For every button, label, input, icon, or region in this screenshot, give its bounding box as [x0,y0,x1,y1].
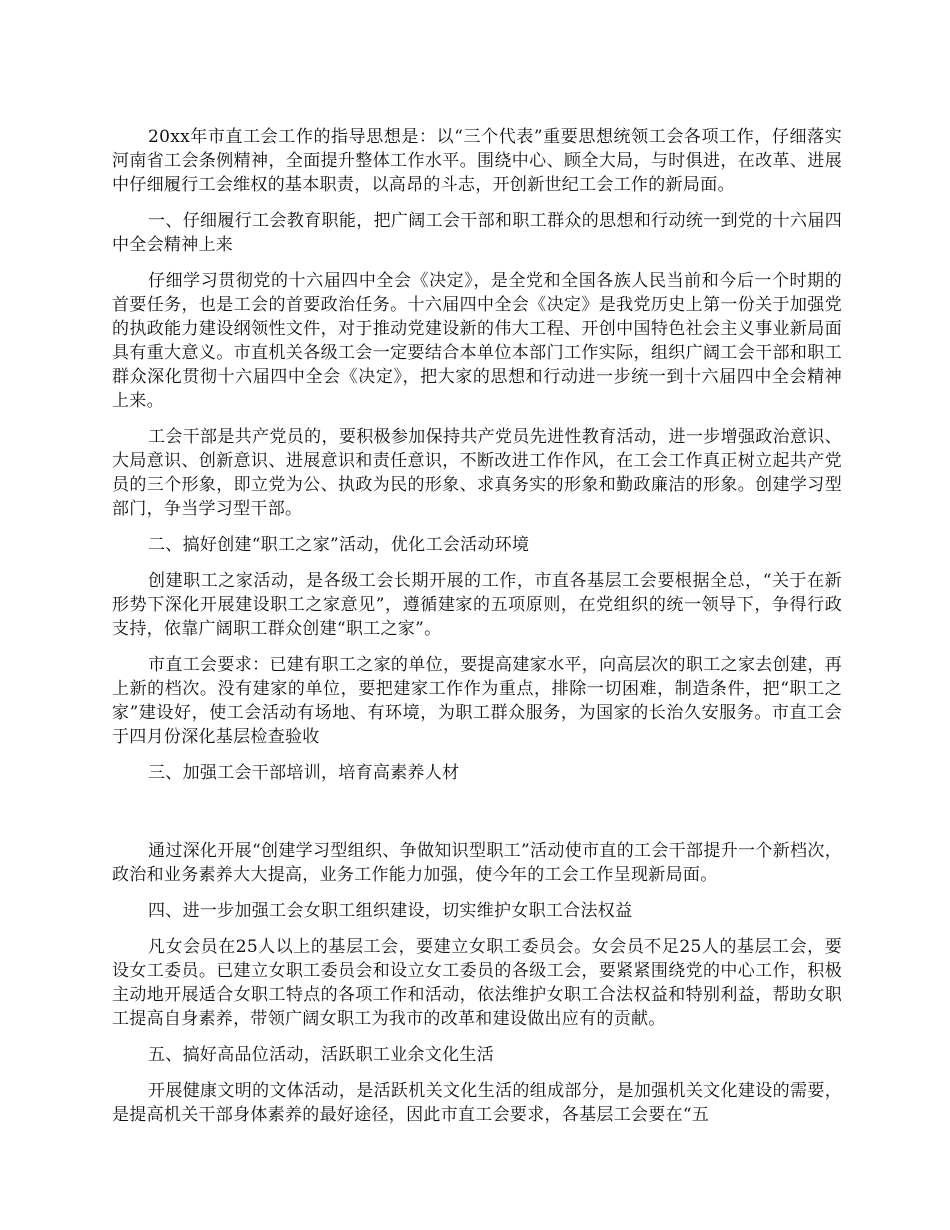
blank-spacer [112,797,842,839]
section-heading-2: 二、搞好创建“职工之家”活动，优化工会活动环境 [148,535,530,555]
intro-paragraph: 20xx年市直工会工作的指导思想是：以“三个代表”重要思想统领工会各项工作，仔细落实河南省工会条例精神，全面提升整体工作水平。围绕中心、顾全大局，与时俱进，在改革、进展中仔细履行工会维权的基本职责，以高昂的斗志，开创新世纪工会工作的新局面。 [112,127,842,195]
section-5-paragraph-1: 开展健康文明的文体活动，是活跃机关文化生活的组成部分，是加强机关文化建设的需要，是提高机关干部身体素养的最好途径，因此市直工会要求，各基层工会要在“五 [112,1081,842,1125]
section-1-paragraph-1: 仔细学习贯彻党的十六届四中全会《决定》，是全党和全国各族人民当前和今后一个时期的首要任务，也是工会的首要政治任务。十六届四中全会《决定》是我党历史上第一份关于加强党的执政能力建设纲领性文件，对于推动党建设新的伟大工程、开创中国特色社会主义事业新局面具有重大意义。市直机关各级工会一定要结合本单位本部门工作实际，组织广阔工会干部和职工群众深化贯彻十六届四中全会《决定》，把大家的思想和行动进一步统一到十六届四中全会精神上来。 [112,271,842,411]
document-body [112,125,842,1139]
section-2-paragraph-2: 市直工会要求：已建有职工之家的单位，要提高建家水平，向高层次的职工之家去创建，再上新的档次。没有建家的单位，要把建家工作作为重点，排除一切困难，制造条件，把“职工之家”建设好，使工会活动有场地、有环境，为职工群众服务，为国家的长治久安服务。市直工会于四月份深化基层检查验收 [112,655,842,747]
section-heading-5: 五、搞好高品位活动，活跃职工业余文化生活 [148,1045,494,1065]
section-2-paragraph-1: 创建职工之家活动，是各级工会长期开展的工作，市直各基层工会要根据全总，“关于在新形势下深化开展建设职工之家意见”，遵循建家的五项原则，在党组织的统一领导下，争得行政支持，依靠广阔职工群众创建“职工之家”。 [112,571,842,639]
section-heading-4: 四、进一步加强工会女职工组织建设，切实维护女职工合法权益 [148,901,633,921]
section-heading-3: 三、加强工会干部培训，培育高素养人材 [148,763,460,783]
section-4-paragraph-1: 凡女会员在25人以上的基层工会，要建立女职工委员会。女会员不足25人的基层工会，要设女工委员。已建立女职工委员会和设立女工委员的各级工会，要紧紧围绕党的中心工作，积极主动地开展适合女职工特点的各项工作和活动，依法维护女职工合法权益和特别利益，帮助女职工提高自身素养，带领广阔女职工为我市的改革和建设做出应有的贡献。 [112,937,842,1029]
section-heading-1: 一、仔细履行工会教育职能，把广阔工会干部和职工群众的思想和行动统一到党的十六届四中全会精神上来 [112,211,842,255]
section-1-paragraph-2: 工会干部是共产党员的，要积极参加保持共产党员先进性教育活动，进一步增强政治意识、大局意识、创新意识、进展意识和责任意识，不断改进工作作风，在工会工作真正树立起共产党员的三个形象，即立党为公、执政为民的形象、求真务实的形象和勤政廉洁的形象。创建学习型部门，争当学习型干部。 [112,427,842,519]
section-3-paragraph-1: 通过深化开展“创建学习型组织、争做知识型职工”活动使市直的工会干部提升一个新档次，政治和业务素养大大提高，业务工作能力加强，使今年的工会工作呈现新局面。 [112,841,842,885]
